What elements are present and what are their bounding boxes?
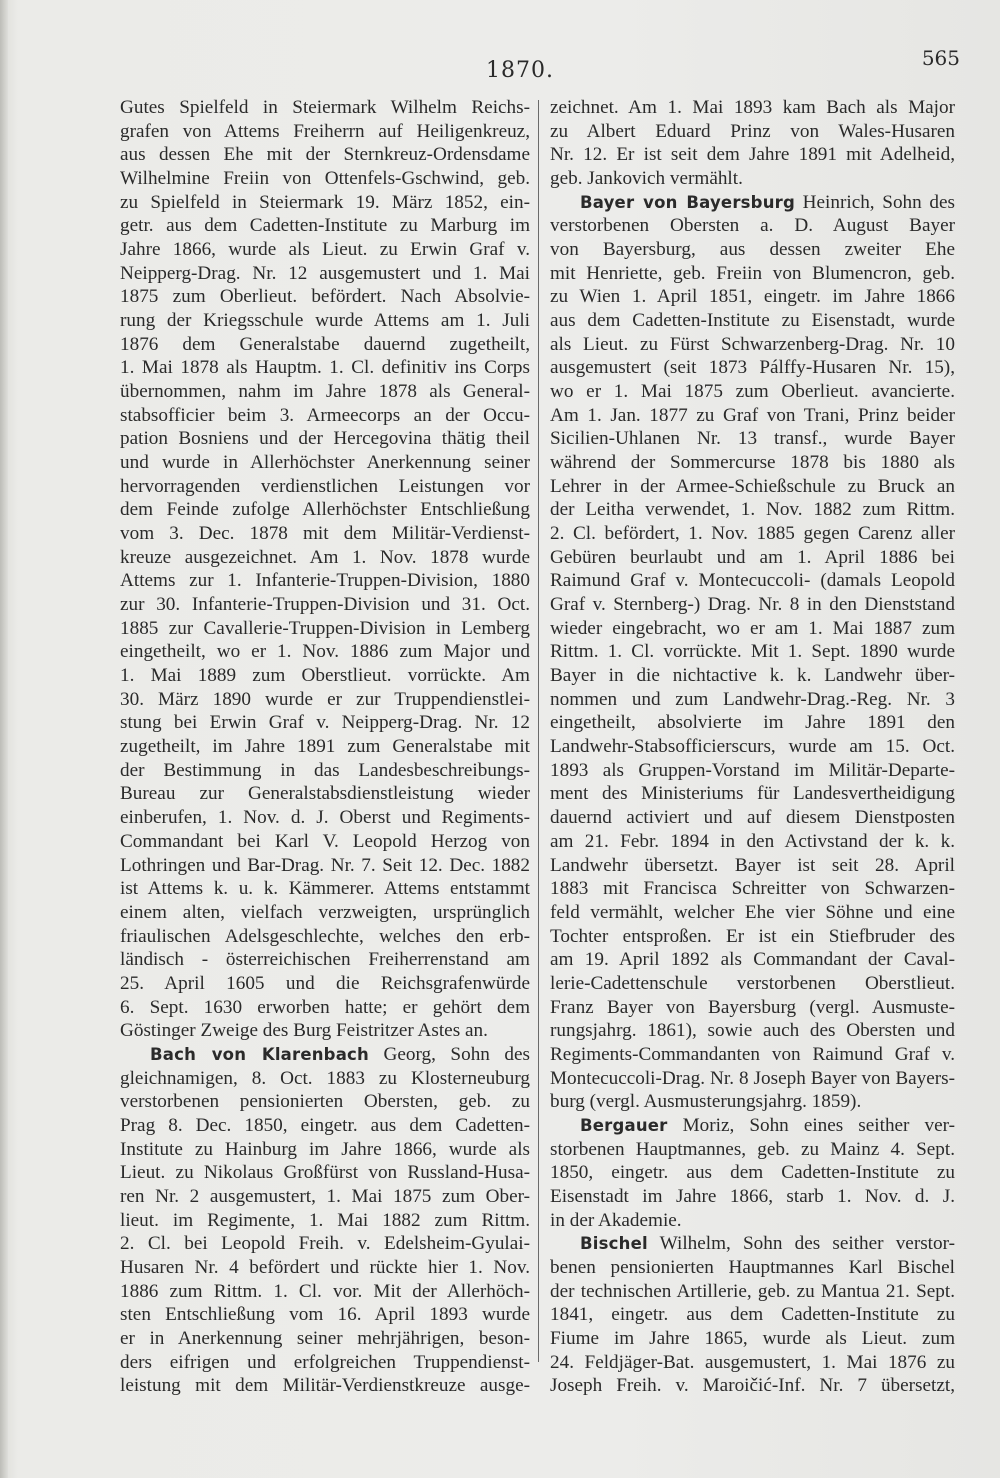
text-line: [120, 806, 530, 830]
text-line: [550, 735, 955, 759]
text-line: [120, 498, 530, 522]
line-text: pation Bosniens und der Hercegovina thätig theil: [120, 428, 530, 450]
text-line: [120, 925, 530, 949]
line-text: wieder eingebracht, wo er am 1. Mai 1887 zum: [550, 617, 955, 639]
running-head-year: 1870.: [486, 58, 554, 83]
text-line: [550, 1209, 955, 1233]
text-line: [120, 1280, 530, 1304]
text-line: [120, 688, 530, 712]
text-line: [120, 948, 530, 972]
line-text: wo er 1. Mai 1875 zum Oberlieut. avancierte.: [550, 381, 955, 403]
text-line: [550, 782, 955, 806]
line-text: 24. Feldjäger-Bat. ausgemustert, 1. Mai 1876 zu: [550, 1351, 955, 1373]
page-binding-edge: [0, 0, 8, 1478]
line-text: ment des Ministeriums für Landesvertheidigung: [550, 783, 955, 805]
line-text: rungsjahrg. 1861), sowie auch des Obersten und: [550, 1020, 955, 1042]
line-text: Nr. 12. Er ist seit dem Jahre 1891 mit Adelheid,: [550, 144, 955, 166]
line-text: während der Sommercurse 1878 bis 1880 als: [550, 452, 955, 474]
text-line: [550, 830, 955, 854]
line-text: der Bestimmung in das Landesbeschreibungs-: [120, 759, 530, 781]
text-line: [550, 309, 955, 333]
line-text: verstorbenen Obersten a. D. August Bayer: [550, 215, 955, 237]
text-line: [120, 475, 530, 499]
text-line: [120, 711, 530, 735]
text-line: [120, 120, 530, 144]
text-line: [550, 1161, 955, 1185]
text-line: [120, 427, 530, 451]
text-line: [550, 877, 955, 901]
text-line: [120, 1043, 530, 1067]
line-text: und wurde in Allerhöchster Anerkennung seiner: [120, 452, 530, 474]
line-text: Heinrich, Sohn des: [795, 191, 955, 213]
text-line: [550, 238, 955, 262]
line-text: Husaren Nr. 4 befördert und rückte hier 1. Nov.: [120, 1256, 530, 1278]
line-text: Landwehr übersetzt. Bayer ist seit 28. April: [550, 854, 955, 876]
line-text: er in Anerkennung seiner mehrjährigen, beson-: [120, 1327, 530, 1349]
text-line: [550, 475, 955, 499]
line-text: vom 3. Dec. 1878 mit dem Militär-Verdienst-: [120, 523, 530, 545]
line-text: Moriz, Sohn eines seither ver-: [667, 1114, 955, 1136]
text-line: [120, 1138, 530, 1162]
text-line: [550, 1351, 955, 1375]
line-text: Graf v. Sternberg-) Drag. Nr. 8 in den Dienststand: [550, 594, 955, 616]
text-line: [550, 427, 955, 451]
line-text: rung der Kriegsschule wurde Attems am 1. Juli: [120, 310, 530, 332]
text-line: [120, 380, 530, 404]
text-line: [550, 1232, 955, 1256]
text-line: [120, 404, 530, 428]
text-line: [550, 285, 955, 309]
line-text: ausgemustert (seit 1873 Pálffy-Husaren Nr. 15),: [550, 357, 955, 379]
text-line: [550, 854, 955, 878]
text-line: [550, 120, 955, 144]
line-text: Gutes Spielfeld in Steiermark Wilhelm Reichs-: [120, 97, 530, 118]
line-text: 1883 mit Francisca Schreitter von Schwarzen-: [550, 878, 955, 900]
line-text: von Bayersburg, aus dessen zweiter Ehe: [550, 239, 955, 261]
text-line: [120, 214, 530, 238]
text-line: [550, 1019, 955, 1043]
text-line: [120, 1090, 530, 1114]
line-text: Raimund Graf v. Montecuccoli- (damals Leopold: [550, 570, 955, 592]
text-line: [120, 1256, 530, 1280]
text-line: [120, 830, 530, 854]
line-text: Lothringen und Bar-Drag. Nr. 7. Seit 12. Dec. 1882: [120, 854, 530, 876]
line-text: 1850, eingetr. aus dem Cadetten-Institute zu: [550, 1162, 955, 1184]
right-text-column: [550, 96, 955, 1398]
text-line: [550, 167, 955, 191]
line-text: Attems zur 1. Infanterie-Truppen-Division, 1880: [120, 570, 530, 592]
line-text: am 21. Febr. 1894 in den Activstand der k. k.: [550, 830, 955, 852]
line-text: Landwehr-Stabsofficierscurs, wurde am 15. Oct.: [550, 736, 955, 758]
text-line: [550, 1138, 955, 1162]
line-text: Jahre 1866, wurde als Lieut. zu Erwin Graf v.: [120, 239, 530, 261]
text-line: [120, 546, 530, 570]
line-text: 1841, eingetr. aus dem Cadetten-Institute zu: [550, 1304, 955, 1326]
line-text: 1. Mai 1889 zum Oberstlieut. vorrückte. Am: [120, 665, 530, 687]
text-line: [550, 333, 955, 357]
line-text: Wilhelmine Freiin von Ottenfels-Gschwind, geb.: [120, 168, 530, 190]
text-line: [120, 1232, 530, 1256]
text-line: [120, 1161, 530, 1185]
line-text: als Lieut. zu Fürst Schwarzenberg-Drag. Nr. 10: [550, 333, 955, 355]
line-text: Sicilien-Uhlanen Nr. 13 transf., wurde Bayer: [550, 428, 955, 450]
text-line: [120, 1067, 530, 1091]
line-text: Wilhelm, Sohn des seither verstor-: [647, 1233, 955, 1255]
text-line: [120, 1351, 530, 1375]
text-line: [550, 901, 955, 925]
line-text: zeichnet. Am 1. Mai 1893 kam Bach als Major: [550, 97, 955, 118]
line-text: zugetheilt, im Jahre 1891 zum Generalstabe mit: [120, 736, 530, 758]
text-line: [550, 1374, 955, 1398]
entry-name: Bergauer: [580, 1115, 668, 1135]
line-text: zu Spielfeld in Steiermark 19. März 1852, ein-: [120, 191, 530, 213]
line-text: eingetheilt, wo er 1. Nov. 1886 zum Major und: [120, 641, 530, 663]
line-text: ders eifrigen und erfolgreichen Truppendienst-: [120, 1351, 530, 1373]
text-line: [550, 404, 955, 428]
line-text: gleichnamigen, 8. Oct. 1883 zu Klosterneuburg: [120, 1067, 530, 1089]
line-text: 1886 zum Rittm. 1. Cl. vor. Mit der Allerhöch-: [120, 1280, 530, 1302]
line-text: verstorbenen pensionierten Obersten, geb. zu: [120, 1091, 530, 1113]
line-text: Regiments-Commandanten von Raimund Graf v.: [550, 1043, 955, 1065]
line-text: zu Wien 1. April 1851, eingetr. im Jahre 1866: [550, 286, 955, 308]
text-line: [120, 617, 530, 641]
text-line: [550, 451, 955, 475]
line-text: ländisch - österreichischen Freiherrenstand am: [120, 949, 530, 971]
line-text: ist Attems k. u. k. Kämmerer. Attems entstammt: [120, 878, 530, 900]
text-line: [120, 285, 530, 309]
text-line: [550, 688, 955, 712]
text-line: [550, 1067, 955, 1091]
text-line: [550, 711, 955, 735]
text-line: [550, 1090, 955, 1114]
line-text: Lehrer in der Armee-Schießschule zu Bruck an: [550, 475, 955, 497]
text-line: [550, 617, 955, 641]
text-line: [120, 451, 530, 475]
text-line: [120, 593, 530, 617]
text-line: [550, 1114, 955, 1138]
text-line: [550, 191, 955, 215]
line-text: aus dem Cadetten-Institute zu Eisenstadt, wurde: [550, 310, 955, 332]
text-line: [550, 214, 955, 238]
left-text-column: [120, 96, 530, 1398]
page-number: 565: [921, 46, 960, 70]
text-line: [550, 948, 955, 972]
text-line: [550, 96, 955, 120]
text-line: [550, 996, 955, 1020]
line-text: Franz Bayer von Bayersburg (vergl. Ausmuste-: [550, 996, 955, 1018]
text-line: [550, 759, 955, 783]
line-text: der technischen Artillerie, geb. zu Mantua 21. Sept.: [550, 1280, 955, 1302]
text-line: [120, 522, 530, 546]
text-line: [550, 972, 955, 996]
text-line: [120, 167, 530, 191]
entry-name: Bayer von Bayersburg: [580, 192, 795, 212]
text-line: [120, 333, 530, 357]
text-line: [550, 1327, 955, 1351]
line-text: zur 30. Infanterie-Truppen-Division und 31. Oct.: [120, 594, 530, 616]
text-line: [550, 380, 955, 404]
text-line: [120, 143, 530, 167]
line-text: Fiume im Jahre 1865, wurde als Lieut. zum: [550, 1327, 955, 1349]
line-text: zu Albert Eduard Prinz von Wales-Husaren: [550, 120, 955, 142]
text-line: [550, 498, 955, 522]
text-line: [550, 546, 955, 570]
line-text: Neipperg-Drag. Nr. 12 ausgemustert und 1. Mai: [120, 262, 530, 284]
line-text: Institute zu Hainburg im Jahre 1866, wurde als: [120, 1138, 530, 1160]
line-text: 1875 zum Oberlieut. befördert. Nach Absolvie-: [120, 286, 530, 308]
line-text: Georg, Sohn des: [368, 1043, 530, 1065]
line-text: Prag 8. Dec. 1850, eingetr. aus dem Cadetten-: [120, 1114, 530, 1136]
text-line: [120, 901, 530, 925]
text-line: [120, 1185, 530, 1209]
line-text: 1876 dem Generalstabe dauernd zugetheilt,: [120, 333, 530, 355]
text-line: [120, 972, 530, 996]
column-divider: [538, 100, 539, 1362]
text-line: [550, 1185, 955, 1209]
line-text: 2. Cl. befördert, 1. Nov. 1885 gegen Carenz aller: [550, 523, 955, 545]
line-text: lieut. im Regimente, 1. Mai 1882 zum Rittm.: [120, 1209, 530, 1231]
text-line: [120, 356, 530, 380]
line-text: stabsofficier beim 3. Armeecorps an der Occu-: [120, 404, 530, 426]
text-line: [550, 593, 955, 617]
line-text: lerie-Cadettenschule verstorbenen Oberstlieut.: [550, 972, 955, 994]
line-text: 25. April 1605 und die Reichsgrafenwürde: [120, 972, 530, 994]
line-text: Tochter entsproßen. Er ist ein Stiefbruder des: [550, 925, 955, 947]
text-line: [550, 569, 955, 593]
line-text: geb. Jankovich vermählt.: [550, 168, 743, 190]
text-line: [120, 759, 530, 783]
line-text: Lieut. zu Nikolaus Großfürst von Russland-Husa-: [120, 1162, 530, 1184]
line-text: 1893 als Gruppen-Vorstand im Militär-Departe-: [550, 759, 955, 781]
line-text: friaulischen Adelsgeschlechte, welches den erb-: [120, 925, 530, 947]
line-text: dauernd activiert und auf diesem Dienstposten: [550, 807, 955, 829]
line-text: übernommen, nahm im Jahre 1878 als General-: [120, 381, 530, 403]
line-text: in der Akademie.: [550, 1209, 682, 1231]
line-text: 30. März 1890 wurde er zur Truppendienstlei-: [120, 688, 530, 710]
line-text: getr. aus dem Cadetten-Institute zu Marburg im: [120, 215, 530, 237]
text-line: [550, 522, 955, 546]
line-text: dem Feinde zufolge Allerhöchster Entschließung: [120, 499, 530, 521]
line-text: einberufen, 1. Nov. d. J. Oberst und Regiments-: [120, 807, 530, 829]
line-text: leistung mit dem Militär-Verdienstkreuze ausge-: [120, 1375, 530, 1397]
text-line: [550, 1256, 955, 1280]
line-text: Bayer in die nichtactive k. k. Landwehr über-: [550, 665, 955, 687]
text-line: [550, 664, 955, 688]
text-line: [120, 309, 530, 333]
line-text: Eisenstadt im Jahre 1866, starb 1. Nov. d. J.: [550, 1185, 955, 1207]
entry-name: Bach von Klarenbach: [150, 1044, 369, 1064]
line-text: am 19. April 1892 als Commandant der Caval-: [550, 949, 955, 971]
line-text: Gebüren beurlaubt und am 1. April 1886 bei: [550, 546, 955, 568]
line-text: 1885 zur Cavallerie-Truppen-Division in Lemberg: [120, 617, 530, 639]
text-line: [550, 806, 955, 830]
line-text: Am 1. Jan. 1877 zu Graf von Trani, Prinz beider: [550, 404, 955, 426]
line-text: benen pensionierten Hauptmannes Karl Bischel: [550, 1256, 955, 1278]
text-line: [550, 1303, 955, 1327]
line-text: grafen von Attems Freiherrn auf Heiligenkreuz,: [120, 120, 530, 142]
line-text: 1. Mai 1878 als Hauptm. 1. Cl. definitiv ins Corps: [120, 357, 530, 379]
line-text: Göstinger Zweige des Burg Feistritzer Astes an.: [120, 1020, 488, 1042]
line-text: eingetheilt, absolvierte im Jahre 1891 den: [550, 712, 955, 734]
text-line: [550, 640, 955, 664]
text-line: [120, 569, 530, 593]
line-text: burg (vergl. Ausmusterungsjahrg. 1859).: [550, 1091, 862, 1113]
line-text: aus dessen Ehe mit der Sternkreuz-Ordensdame: [120, 144, 530, 166]
text-line: [120, 262, 530, 286]
line-text: hervorragenden verdienstlichen Leistungen vor: [120, 475, 530, 497]
line-text: 6. Sept. 1630 erworben hatte; er gehört dem: [120, 996, 530, 1018]
text-line: [120, 782, 530, 806]
text-line: [120, 735, 530, 759]
line-text: stung bei Erwin Graf v. Neipperg-Drag. Nr. 12: [120, 712, 530, 734]
text-line: [120, 996, 530, 1020]
text-line: [550, 356, 955, 380]
text-line: [550, 143, 955, 167]
text-line: [120, 191, 530, 215]
line-text: 2. Cl. bei Leopold Freih. v. Edelsheim-Gyulai-: [120, 1233, 530, 1255]
line-text: Rittm. 1. Cl. vorrückte. Mit 1. Sept. 1890 wurde: [550, 641, 955, 663]
line-text: Joseph Freih. v. Maroičić-Inf. Nr. 7 übersetzt,: [550, 1375, 955, 1397]
line-text: ren Nr. 2 ausgemustert, 1. Mai 1875 zum Ober-: [120, 1185, 530, 1207]
text-line: [120, 1303, 530, 1327]
text-line: [120, 1209, 530, 1233]
text-line: [120, 1327, 530, 1351]
line-text: einem alten, vielfach verzweigten, ursprünglich: [120, 901, 530, 923]
text-line: [550, 925, 955, 949]
text-line: [120, 1374, 530, 1398]
text-line: [120, 664, 530, 688]
text-line: [120, 877, 530, 901]
line-text: Commandant bei Karl V. Leopold Herzog von: [120, 830, 530, 852]
text-line: [120, 640, 530, 664]
line-text: Montecuccoli-Drag. Nr. 8 Joseph Bayer von Bayers-: [550, 1067, 955, 1089]
line-text: mit Henriette, geb. Freiin von Blumencron, geb.: [550, 262, 955, 284]
text-line: [120, 238, 530, 262]
line-text: kreuze ausgezeichnet. Am 1. Nov. 1878 wurde: [120, 546, 530, 568]
text-line: [120, 1114, 530, 1138]
line-text: Bureau zur Generalstabsdienstleistung wieder: [120, 783, 530, 805]
line-text: nommen und zum Landwehr-Drag.-Reg. Nr. 3: [550, 688, 955, 710]
line-text: feld vermählt, welcher Ehe vier Söhne und eine: [550, 901, 955, 923]
text-line: [550, 1043, 955, 1067]
text-line: [120, 1019, 530, 1043]
line-text: der Leitha verwendet, 1. Nov. 1882 zum Rittm.: [550, 499, 955, 521]
line-text: storbenen Hauptmannes, geb. zu Mainz 4. Sept.: [550, 1138, 955, 1160]
text-line: [120, 96, 530, 120]
text-line: [550, 262, 955, 286]
text-line: [550, 1280, 955, 1304]
entry-name: Bischel: [580, 1234, 648, 1254]
line-text: sten Entschließung vom 16. April 1893 wurde: [120, 1304, 530, 1326]
text-line: [120, 854, 530, 878]
